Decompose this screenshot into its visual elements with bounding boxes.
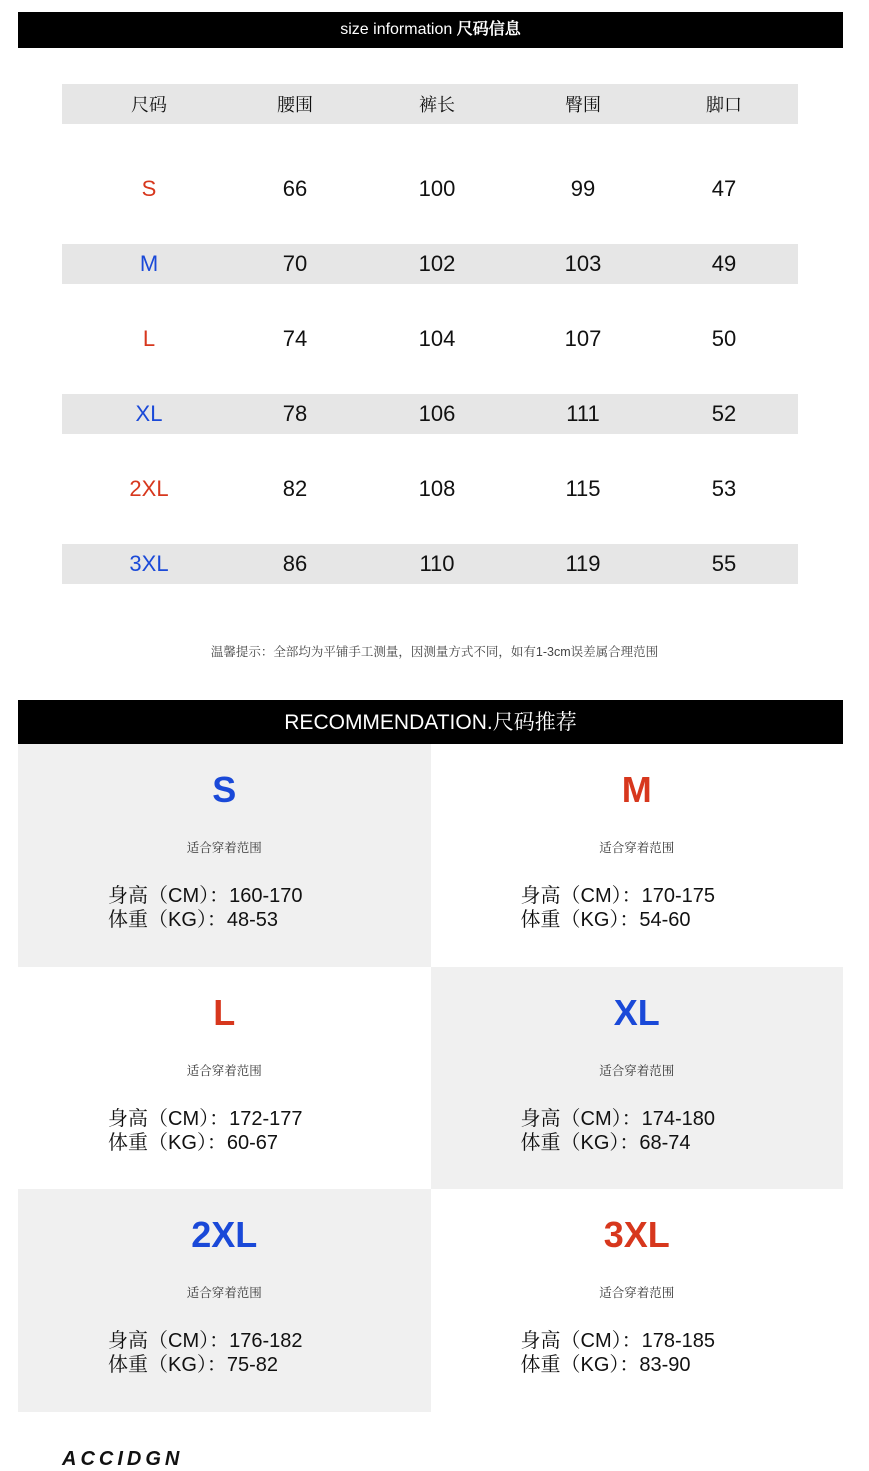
- card-fit-label: 适合穿着范围: [599, 1063, 675, 1078]
- table-row: [62, 544, 798, 584]
- card-fit-label: 适合穿着范围: [599, 841, 675, 855]
- row-waist: 82: [282, 476, 308, 501]
- card-fit-label: 适合穿着范围: [186, 1286, 262, 1300]
- card-measurements: [521, 1107, 716, 1155]
- row-length: 104: [418, 326, 456, 351]
- row-length: 108: [418, 476, 456, 501]
- row-hip: 115: [565, 476, 601, 501]
- row-length: 110: [419, 551, 455, 576]
- card-fit-label: 适合穿着范围: [186, 841, 262, 855]
- recommendation-card-xl: [431, 967, 844, 1190]
- table-row: [62, 319, 798, 359]
- row-size: 2XL: [129, 476, 169, 501]
- row-length: 102: [418, 251, 456, 276]
- row-hem: 55: [711, 551, 737, 576]
- card-measurements: [108, 1107, 303, 1155]
- card-size: 3XL: [603, 1214, 670, 1255]
- recommendation-header: RECOMMENDATION.尺码推荐: [18, 700, 843, 744]
- row-hip: 111: [566, 401, 600, 426]
- card-height: 身高（CM）：170-175: [520, 885, 716, 907]
- size-table: [62, 84, 798, 584]
- row-hem: 53: [711, 476, 737, 501]
- header-size: 尺码: [131, 95, 167, 115]
- table-row: [62, 244, 798, 284]
- row-hem: 50: [711, 326, 737, 351]
- card-height: 身高（CM）：160-170: [108, 885, 303, 907]
- header-hem: 脚口: [706, 95, 742, 115]
- card-fit-label: 适合穿着范围: [599, 1286, 675, 1300]
- measurement-tip: 温馨提示：全部均为平铺手工测量，因测量方式不同，如有1-3cm误差属合理范围: [210, 645, 659, 659]
- card-measurements: [108, 884, 303, 932]
- card-size: S: [212, 769, 237, 810]
- row-hip: 99: [570, 176, 596, 201]
- row-size: S: [141, 176, 157, 201]
- card-size: XL: [613, 991, 660, 1033]
- row-hip: 103: [564, 251, 602, 276]
- card-size: 2XL: [191, 1214, 258, 1255]
- header-length: 裤长: [419, 95, 455, 115]
- row-waist: 70: [282, 251, 308, 276]
- row-waist: 78: [282, 401, 308, 426]
- row-waist: 86: [282, 551, 308, 576]
- size-information-header-en: size information: [340, 21, 457, 38]
- row-size: XL: [135, 401, 163, 426]
- row-waist: 66: [282, 176, 308, 201]
- row-size: L: [142, 326, 156, 351]
- card-size: M: [621, 769, 652, 810]
- card-height: 身高（CM）：174-180: [520, 1107, 716, 1130]
- card-weight: 体重（KG）：68-74: [520, 1131, 691, 1154]
- recommendation-card-s: [18, 744, 431, 967]
- card-measurements: [521, 1329, 716, 1377]
- row-hip: 119: [565, 551, 601, 576]
- card-size: L: [213, 991, 236, 1033]
- table-row: [62, 394, 798, 434]
- row-waist: 74: [282, 326, 308, 351]
- row-hem: 47: [711, 176, 737, 201]
- size-information-header-zh: 尺码信息: [456, 21, 521, 38]
- row-hem: 49: [711, 251, 737, 276]
- row-length: 106: [418, 401, 456, 426]
- row-length: 100: [418, 176, 456, 201]
- size-table-header-row: [62, 84, 798, 124]
- card-weight: 体重（KG）：48-53: [108, 909, 279, 931]
- row-hem: 52: [711, 401, 737, 426]
- recommendation-card-2xl: [18, 1189, 431, 1412]
- row-size: M: [139, 251, 159, 276]
- row-hip: 107: [564, 326, 602, 351]
- card-measurements: [521, 884, 716, 932]
- card-height: 身高（CM）：178-185: [520, 1330, 716, 1352]
- card-height: 身高（CM）：172-177: [108, 1107, 303, 1130]
- header-waist: 腰围: [277, 95, 313, 115]
- card-height: 身高（CM）：176-182: [108, 1330, 303, 1352]
- row-size: 3XL: [129, 551, 169, 576]
- header-hip: 臀围: [565, 95, 601, 115]
- table-row: [62, 469, 798, 509]
- table-row: [62, 169, 798, 209]
- recommendation-grid: [18, 744, 843, 1412]
- recommendation-card-3xl: [431, 1189, 844, 1412]
- recommendation-card-l: [18, 967, 431, 1190]
- card-weight: 体重（KG）：54-60: [520, 909, 691, 931]
- card-measurements: [108, 1329, 303, 1377]
- card-fit-label: 适合穿着范围: [186, 1063, 262, 1078]
- card-weight: 体重（KG）：83-90: [520, 1354, 691, 1376]
- recommendation-card-m: [431, 744, 844, 967]
- card-weight: 体重（KG）：60-67: [108, 1131, 279, 1154]
- card-weight: 体重（KG）：75-82: [108, 1354, 279, 1376]
- size-information-header: [18, 12, 843, 48]
- footer-brand-fragment: ACCIDGN: [62, 1448, 184, 1470]
